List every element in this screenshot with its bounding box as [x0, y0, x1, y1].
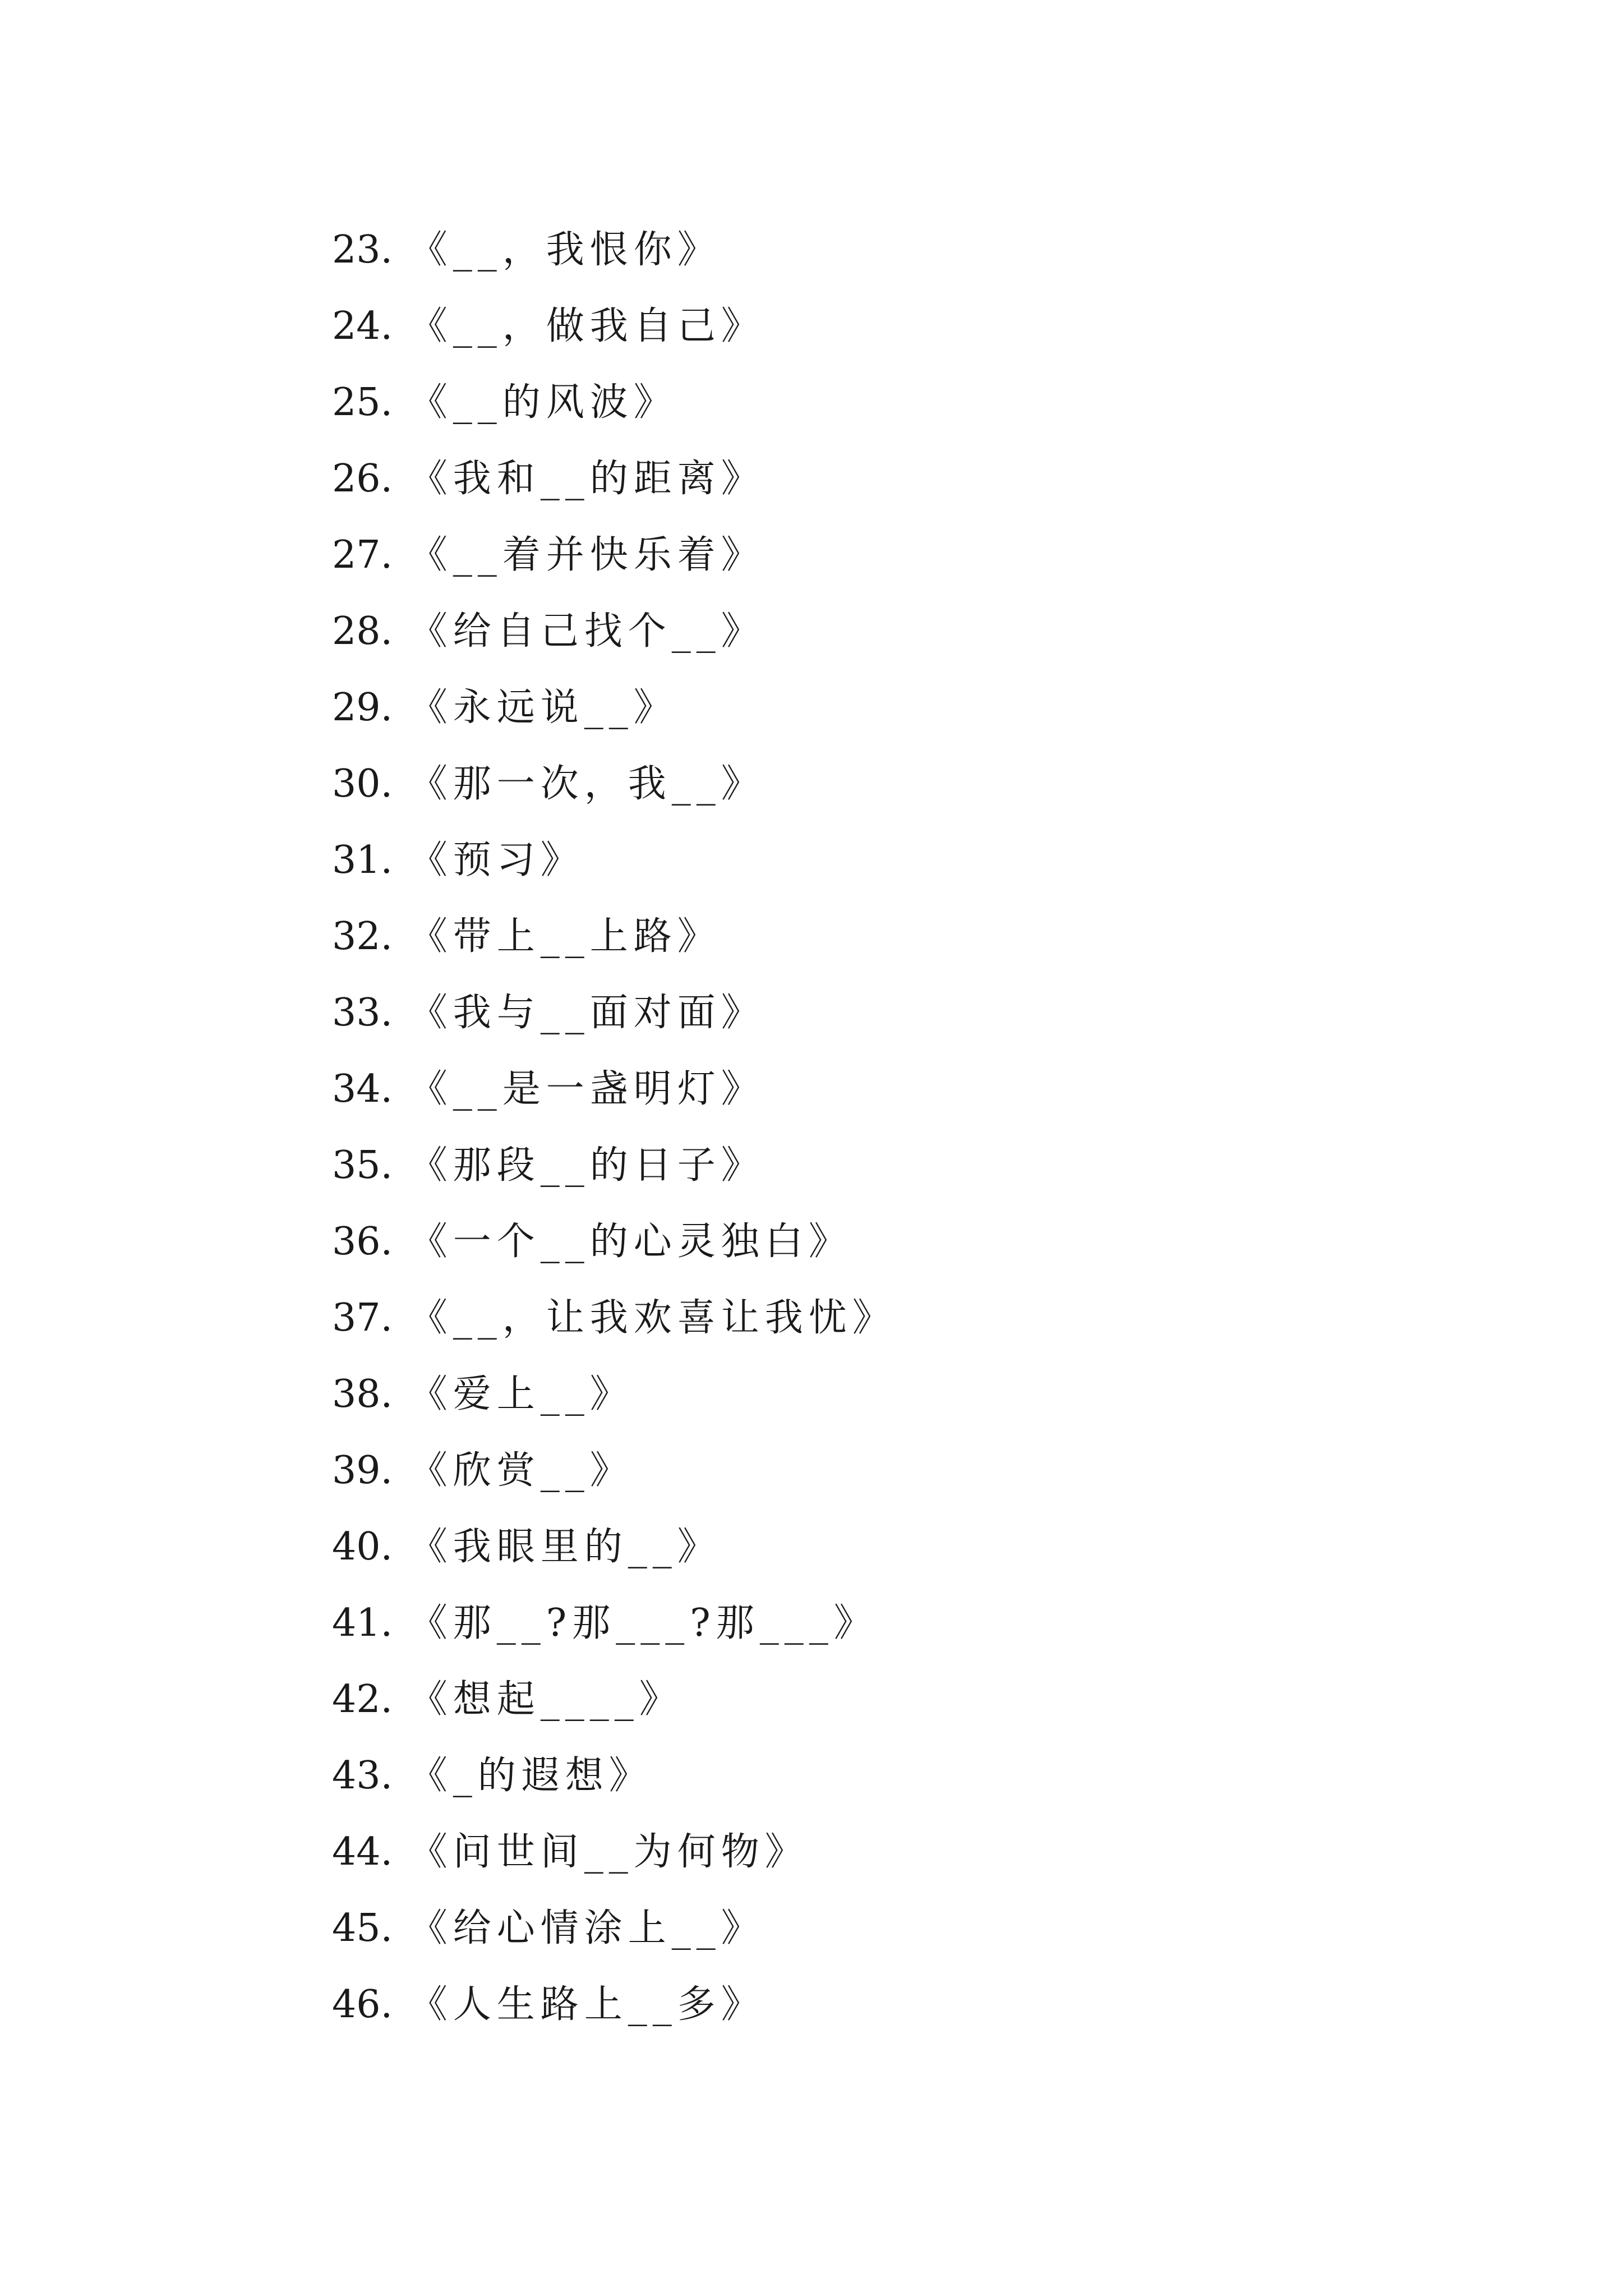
item-title: 《人生路上__多》: [409, 1982, 765, 2027]
list-item: [332, 1967, 896, 2043]
item-title: 《__，让我欢喜让我忧》: [409, 1296, 896, 1340]
item-title: 《给心情涂上__》: [409, 1906, 765, 1950]
item-title: 《__的风波》: [409, 380, 677, 425]
item-number: 44.: [332, 1830, 393, 1874]
list-item: [332, 365, 896, 441]
list-item: [332, 1662, 896, 1738]
item-title: 《我和__的距离》: [409, 457, 765, 501]
list-item: [332, 1738, 896, 1814]
item-number: 33.: [332, 991, 393, 1035]
item-number: 31.: [332, 838, 393, 882]
list-item: [332, 288, 896, 365]
item-number: 43.: [332, 1754, 393, 1798]
item-number: 37.: [332, 1296, 393, 1340]
list-item: [332, 746, 896, 822]
item-title: 《那一次，我__》: [409, 762, 765, 806]
item-number: 39.: [332, 1448, 393, 1493]
list-item: [332, 593, 896, 670]
item-title: 《问世间__为何物》: [409, 1830, 809, 1874]
item-title: 《那段__的日子》: [409, 1143, 765, 1188]
list-item: [332, 1433, 896, 1509]
list-item: [332, 1280, 896, 1356]
item-title: 《__，做我自己》: [409, 304, 765, 348]
list-item: [332, 441, 896, 517]
item-title: 《永远说__》: [409, 685, 677, 730]
item-number: 42.: [332, 1677, 393, 1722]
item-title: 《我与__面对面》: [409, 991, 765, 1035]
item-number: 40.: [332, 1525, 393, 1569]
item-title: 《想起____》: [409, 1677, 683, 1722]
list-item: [332, 1128, 896, 1204]
item-number: 29.: [332, 685, 393, 730]
item-number: 30.: [332, 762, 393, 806]
item-title: 《那__?那___?那___》: [409, 1601, 878, 1645]
item-number: 26.: [332, 457, 393, 501]
item-title: 《我眼里的__》: [409, 1525, 721, 1569]
list-item: [332, 517, 896, 593]
item-title: 《给自己找个__》: [409, 609, 765, 654]
item-number: 38.: [332, 1372, 393, 1416]
list-item: [332, 899, 896, 975]
item-number: 41.: [332, 1601, 393, 1645]
item-number: 28.: [332, 609, 393, 654]
list-item: [332, 1814, 896, 1890]
item-title: 《_的遐想》: [409, 1754, 653, 1798]
list-item: [332, 212, 896, 288]
list-item: [332, 822, 896, 899]
item-number: 35.: [332, 1143, 393, 1188]
list-item: [332, 975, 896, 1051]
item-number: 32.: [332, 914, 393, 959]
list-item: [332, 1356, 896, 1433]
item-number: 27.: [332, 533, 393, 577]
item-number: 36.: [332, 1220, 393, 1264]
item-title: 《__着并快乐着》: [409, 533, 765, 577]
item-number: 34.: [332, 1067, 393, 1111]
item-number: 25.: [332, 380, 393, 425]
essay-title-list: [332, 212, 896, 2043]
list-item: [332, 670, 896, 746]
item-title: 《__，我恨你》: [409, 228, 721, 272]
item-title: 《带上__上路》: [409, 914, 721, 959]
list-item: [332, 1204, 896, 1280]
list-item: [332, 1585, 896, 1662]
item-title: 《爱上__》: [409, 1372, 634, 1416]
list-item: [332, 1890, 896, 1967]
list-item: [332, 1509, 896, 1585]
item-title: 《欣赏__》: [409, 1448, 634, 1493]
item-title: 《预习》: [409, 838, 584, 882]
item-number: 45.: [332, 1906, 393, 1950]
item-number: 23.: [332, 228, 393, 272]
item-number: 46.: [332, 1982, 393, 2027]
item-number: 24.: [332, 304, 393, 348]
item-title: 《一个__的心灵独白》: [409, 1220, 852, 1264]
list-item: [332, 1051, 896, 1128]
item-title: 《__是一盏明灯》: [409, 1067, 765, 1111]
